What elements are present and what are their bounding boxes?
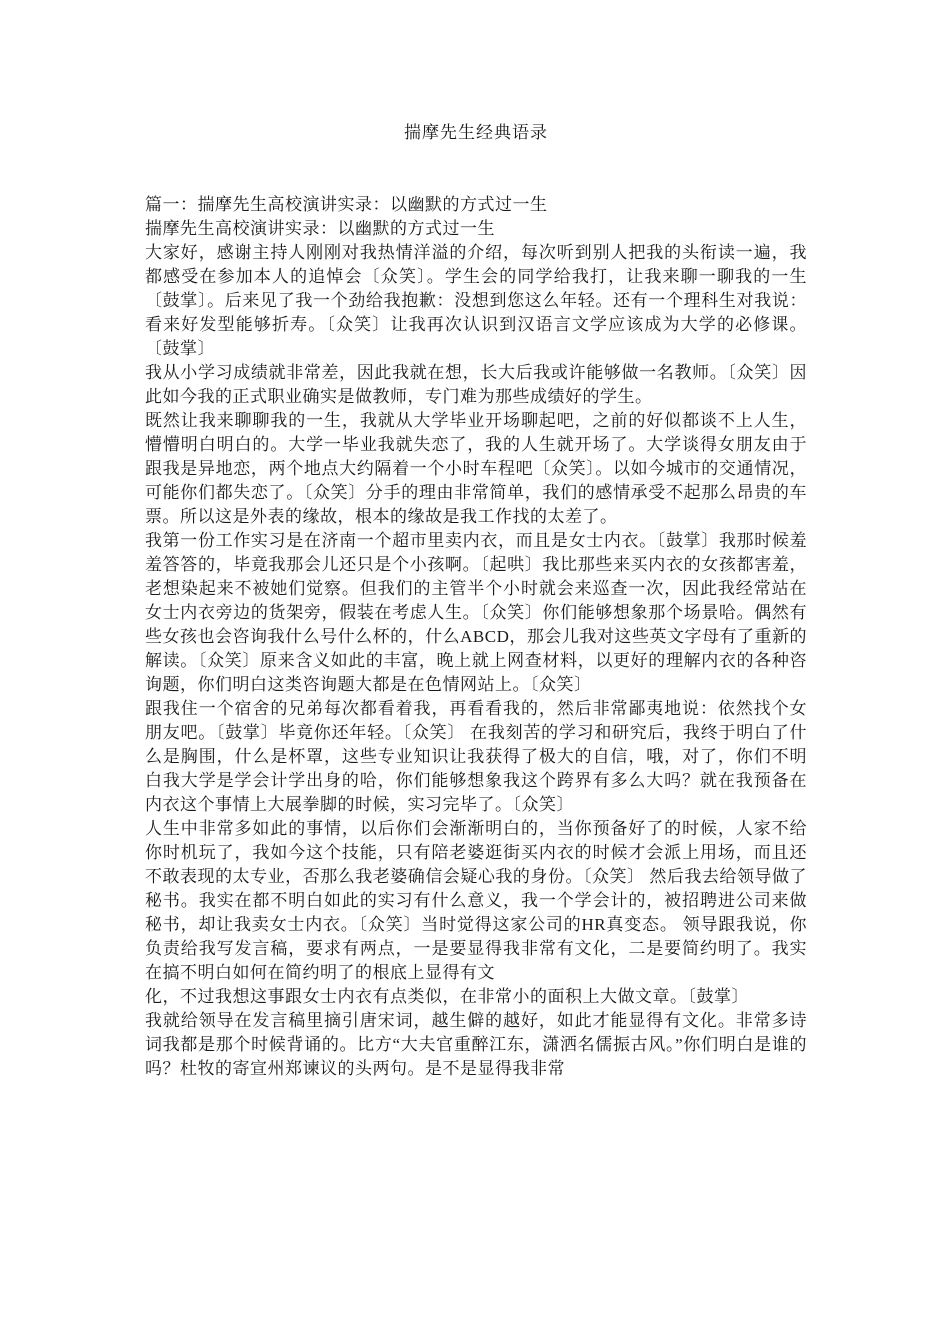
document-content xyxy=(145,118,807,1081)
paragraph: 我第一份工作实习是在济南一个超市里卖内衣，而且是女士内衣。〔鼓掌〕我那时候羞羞答答的，毕竟我那会儿还只是个小孩啊。〔起哄〕我比那些来买内衣的女孩都害羞，老想染起来不被她们觉察。但我们的主管半个小时就会来巡查一次，因此我经常站在女士内衣旁边的货架旁，假装在考虑人生。〔众笑〕你们能够想象那个场景哈。偶然有些女孩也会咨询我什么号什么杯的，什么ABCD，那会儿我对这些英文字母有了重新的解读。〔众笑〕原来含义如此的丰富，晚上就上网查材料，以更好的理解内衣的各种咨询题，你们明白这类咨询题大都是在色情网站上。〔众笑〕 xyxy=(145,531,807,694)
paragraph: 我从小学习成绩就非常差，因此我就在想，长大后我或许能够做一名教师。〔众笑〕因此如今我的正式职业确实是做教师，专门难为那些成绩好的学生。 xyxy=(145,363,807,406)
document-title: 揣摩先生经典语录 xyxy=(404,123,548,142)
paragraph: 化，不过我想这事跟女士内衣有点类似，在非常小的面积上大做文章。〔鼓掌〕 xyxy=(145,987,749,1006)
paragraph: 大家好，感谢主持人刚刚对我热情洋溢的介绍，每次听到别人把我的头衔读一遍，我都感受在参加本人的追悼会〔众笑〕。学生会的同学给我打，让我来聊一聊我的一生〔鼓掌〕。后来见了我一个劲给我抱歉：没想到您这么年轻。还有一个理科生对我说：看来好发型能够折寿。〔众笑〕让我再次认识到汉语言文学应该成为大学的必修课。〔鼓掌〕 xyxy=(145,243,807,358)
paragraph: 人生中非常多如此的事情，以后你们会渐渐明白的，当你预备好了的时候，人家不给你时机玩了，我如今这个技能，只有陪老婆逛街买内衣的时候才会派上用场，而且还不敢表现的太专业，否那么我老婆确信会疑心我的身份。〔众笑〕 然后我去给领导做了秘书。我实在都不明白如此的实习有什么意义，我一个学会计的，被招聘进公司来做秘书，却让我卖女士内衣。〔众笑〕当时觉得这家公司的HR真变态。 领导跟我说，你负责给我写发言稿，要求有两点，一是要显得我非常有文化，二是要简约明了。我实在搞不明白如何在简约明了的根底上显得有文 xyxy=(145,819,807,982)
paragraph: 篇一：揣摩先生高校演讲实录：以幽默的方式过一生 xyxy=(145,195,548,214)
paragraph: 揣摩先生高校演讲实录：以幽默的方式过一生 xyxy=(145,219,495,238)
document-body xyxy=(145,193,807,1081)
paragraph: 跟我住一个宿舍的兄弟每次都看着我，再看看我的，然后非常鄙夷地说：依然找个女朋友吧。〔鼓掌〕毕竟你还年轻。〔众笑〕 在我刻苦的学习和研究后，我终于明白了什么是胸围，什么是杯罩，这些专业知识让我获得了极大的自信，哦，对了，你们不明白我大学是学会计学出身的哈，你们能够想象我这个跨界有多么大吗？就在我预备在内衣这个事情上大展拳脚的时候，实习完毕了。〔众笑〕 xyxy=(145,699,807,814)
paragraph: 既然让我来聊聊我的一生，我就从大学毕业开场聊起吧，之前的好似都谈不上人生，懵懵明白明白的。大学一毕业我就失恋了，我的人生就开场了。大学谈得女朋友由于跟我是异地恋，两个地点大约隔着一个小时车程吧〔众笑〕。以如今城市的交通情况，可能你们都失恋了。〔众笑〕分手的理由非常简单，我们的感情承受不起那么昂贵的车票。所以这是外表的缘故，根本的缘故是我工作找的太差了。 xyxy=(145,411,807,526)
paragraph: 我就给领导在发言稿里摘引唐宋词，越生僻的越好，如此才能显得有文化。非常多诗词我都是那个时候背诵的。比方“大夫官重醉江东，潇洒名儒振古风。”你们明白是谁的吗？杜牧的寄宣州郑谏议的头两句。是不是显得我非常 xyxy=(145,1011,807,1078)
